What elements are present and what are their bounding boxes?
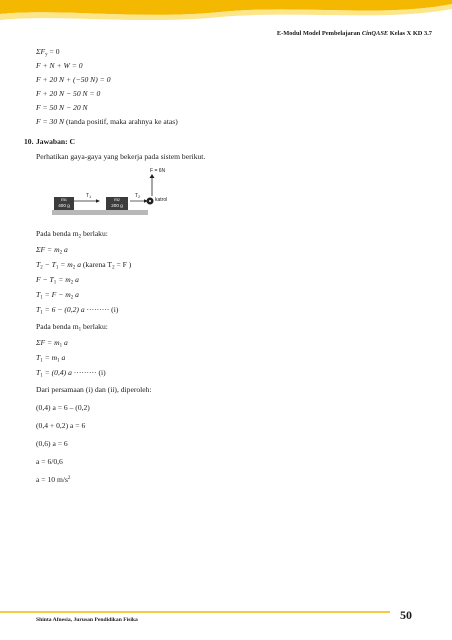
solution-final-answer: a = 10 $m/s^2$ bbox=[36, 475, 71, 484]
m1-section-title: Pada benda $m_1$ berlaku: bbox=[36, 322, 108, 333]
solution-step-2: (0,4 + 0,2) a = 6 bbox=[36, 421, 86, 430]
footer-author: Shinta Afnesia, Jurusan Pendidikan Fisika bbox=[36, 617, 138, 623]
equation-sum-fy: $\Sigma F_y = 0$ bbox=[36, 47, 60, 58]
solution-intro: Dari persamaan (i) dan (ii), diperoleh: bbox=[36, 385, 152, 394]
force-system-diagram bbox=[52, 166, 202, 216]
tension-label-t2: $T_2$ bbox=[135, 193, 141, 199]
mass-block-m2: m2 200 g bbox=[106, 197, 128, 210]
m2-equation-2: $T_2 - T_1 = m_2$ a (karena $T_2 = F$ ) bbox=[36, 260, 132, 271]
module-title-model: CinQASE bbox=[361, 30, 389, 37]
m2-equation-5: $T_1 = 6 - (0,2)$ a ········· (i) bbox=[36, 305, 119, 316]
m1-equation-2: $T_1 = m_1$ a bbox=[36, 353, 66, 364]
mass-block-m1: m1 400 g bbox=[54, 197, 74, 210]
solution-step-4: a = 6/0,6 bbox=[36, 457, 63, 466]
question-number: 10. bbox=[24, 137, 34, 146]
question-intro: Perhatikan gaya-gaya yang bekerja pada sistem berikut. bbox=[36, 152, 206, 161]
module-title-prefix: E-Modul Model Pembelajaran bbox=[276, 30, 362, 37]
m2-equation-4: $T_1 = F - m_2$ a bbox=[36, 290, 79, 301]
module-title-suffix: Kelas X KD 3.7 bbox=[388, 30, 432, 37]
module-title bbox=[277, 30, 432, 37]
page-number: 50 bbox=[400, 608, 412, 622]
pulley-axle bbox=[149, 200, 151, 202]
m2-equation-3: $F - T_1 = m_2$ a bbox=[36, 275, 79, 286]
m1-equation-3: $T_1 = (0,4)$ a ········· (i) bbox=[36, 368, 106, 379]
equation-forces: F + N + W = 0 bbox=[36, 61, 83, 70]
equation-result: F = 30 N (tanda positif, maka arahnya ke atas) bbox=[36, 117, 178, 126]
equation-rearrange: F = 50 N − 20 N bbox=[36, 103, 88, 112]
m2-equation-1: $\Sigma F = m_2$ a bbox=[36, 245, 68, 256]
solution-step-1: (0,4) a = 6 – (0,2) bbox=[36, 403, 90, 412]
equation-substitution: F + 20 N + (−50 N) = 0 bbox=[36, 75, 111, 84]
force-arrowhead bbox=[150, 174, 155, 178]
m1-equation-1: $\Sigma F = m_1$ a bbox=[36, 338, 68, 349]
m2-section-title: Pada benda $m_2$ berlaku: bbox=[36, 229, 108, 240]
solution-step-3: (0,6) a = 6 bbox=[36, 439, 68, 448]
footer-divider bbox=[0, 598, 452, 628]
force-label: F = 6N bbox=[150, 168, 166, 174]
t1-arrowhead bbox=[96, 199, 100, 203]
table-surface bbox=[52, 210, 148, 215]
tension-label-t1: $T_1$ bbox=[86, 193, 92, 199]
equation-simplify: F + 20 N − 50 N = 0 bbox=[36, 89, 101, 98]
pulley-label: katrol bbox=[155, 197, 168, 203]
answer-label: Jawaban: C bbox=[36, 137, 76, 146]
